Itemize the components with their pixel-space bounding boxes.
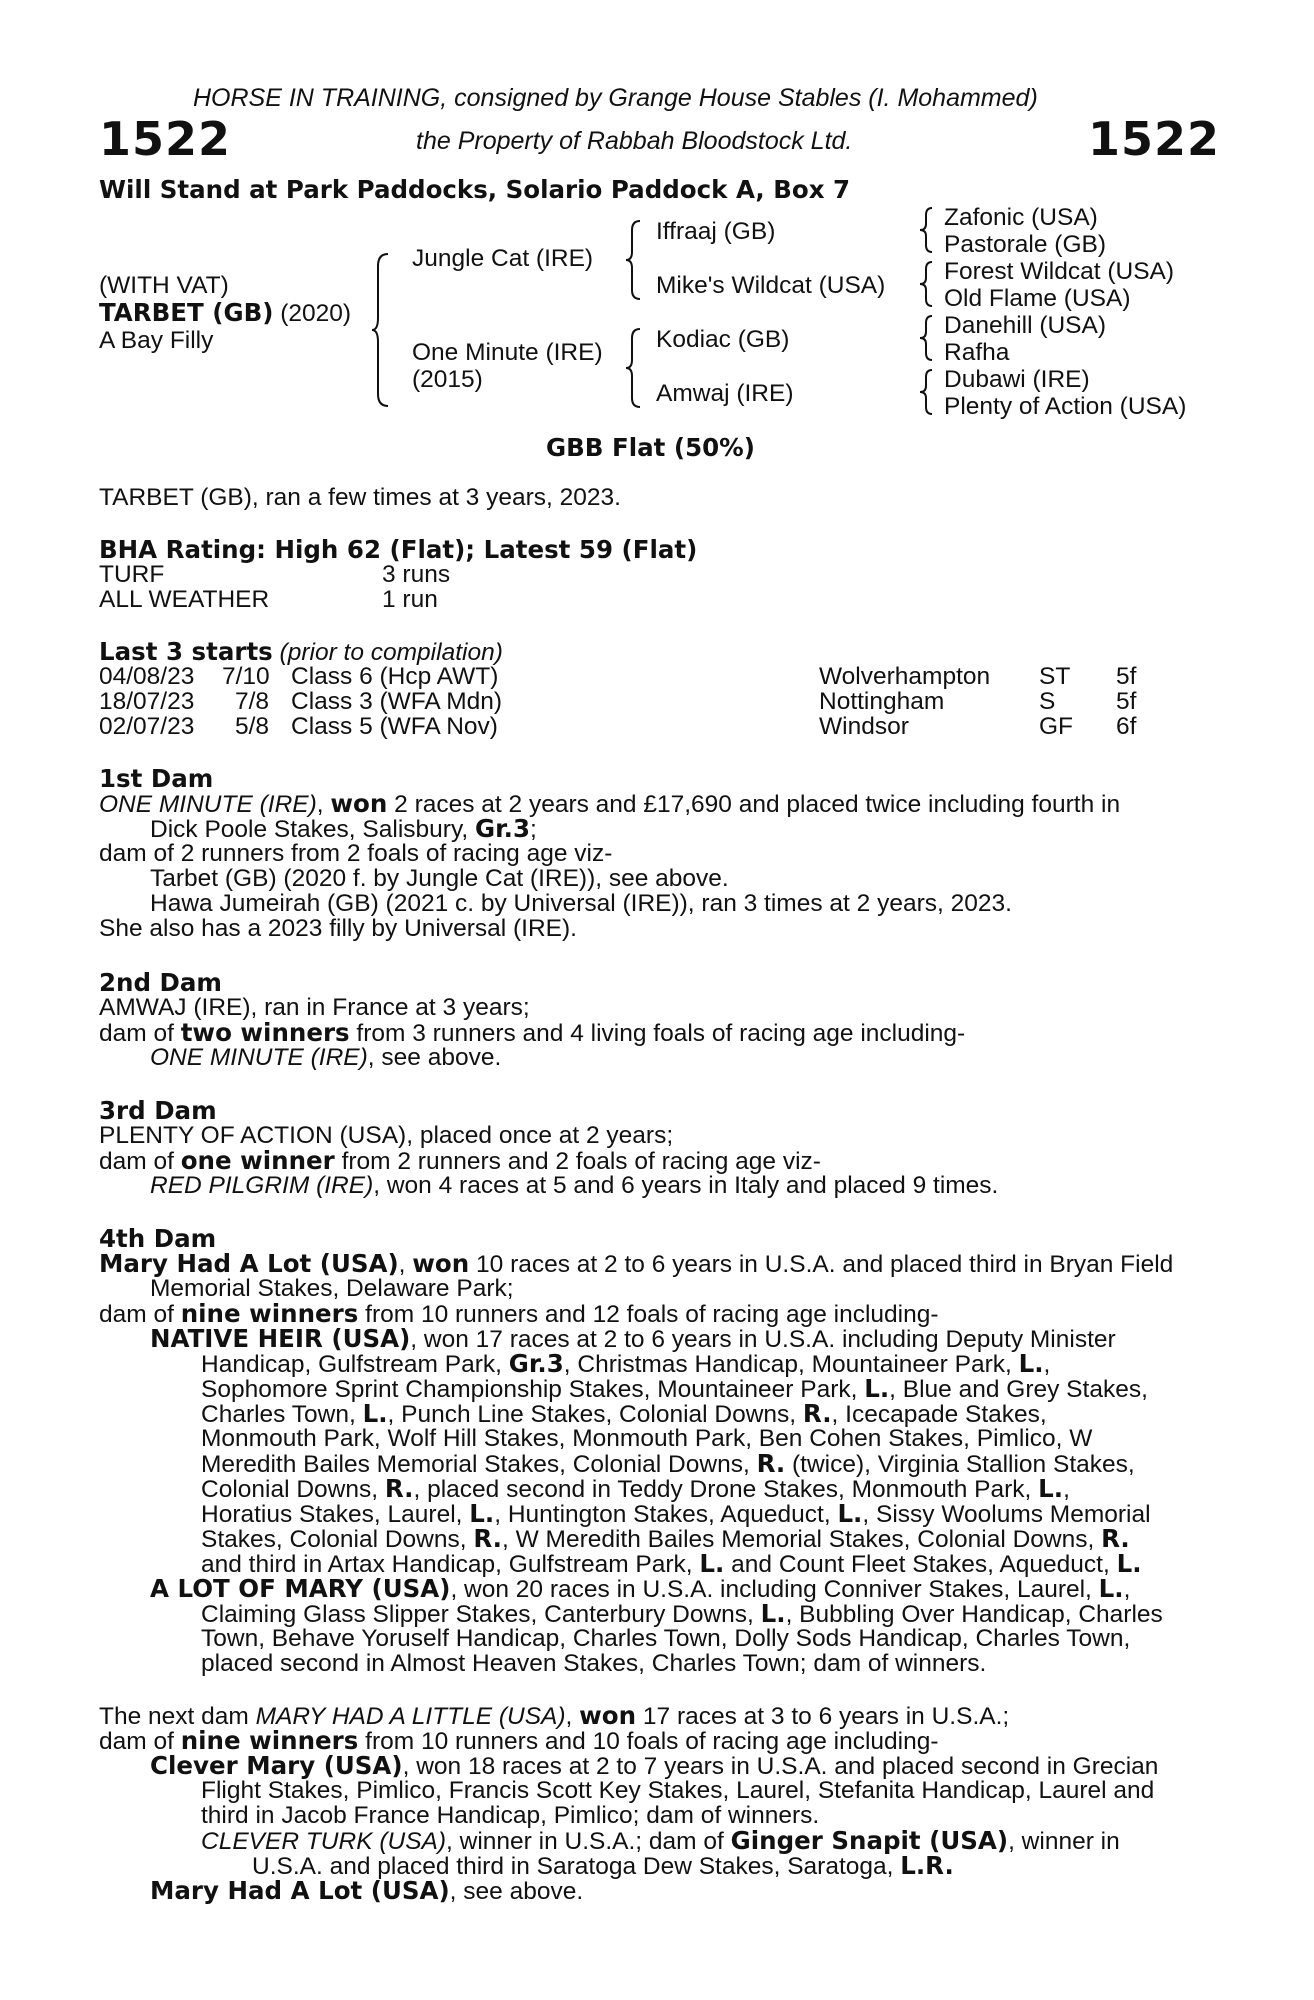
- text: , Sissy Woolums Memorial: [862, 1501, 1151, 1528]
- dam-name: Mary Had A Lot (USA): [99, 1249, 399, 1278]
- text: ,: [1063, 1476, 1070, 1503]
- progeny-line: [99, 1576, 1255, 1603]
- race-summary: TARBET (GB), ran a few times at 3 years, 2023.: [99, 484, 621, 511]
- text: from 10 runners and 12 foals of racing age including-: [358, 1301, 939, 1328]
- winners-label: nine winners: [180, 1299, 359, 1328]
- dds: Dubawi (IRE): [944, 366, 1090, 393]
- bha-rating: BHA Rating: High 62 (Flat); Latest 59 (Flat): [99, 535, 698, 564]
- progeny-line: [99, 1476, 1306, 1503]
- start-distance: 6f: [1116, 713, 1137, 740]
- rating-surface-turf: TURF: [99, 561, 165, 588]
- text: dam of: [99, 1148, 181, 1175]
- lot-number-left: 1522: [99, 112, 232, 166]
- listed-label: L.: [837, 1499, 863, 1528]
- listed-restricted-label: L.R.: [900, 1851, 954, 1880]
- sire: Jungle Cat (IRE): [412, 245, 594, 272]
- second-dam-title: 2nd Dam: [99, 968, 222, 997]
- text: , won 20 races in U.S.A. including Conniver Stakes, Laurel,: [450, 1576, 1099, 1603]
- text: ,: [316, 791, 331, 818]
- listed-label: L.: [362, 1399, 388, 1428]
- fourth-dam-title: 4th Dam: [99, 1224, 217, 1253]
- progeny-line: [99, 1601, 1306, 1628]
- listed-label: L.: [760, 1599, 786, 1628]
- progeny-line: [99, 1376, 1306, 1403]
- winners-label: one winner: [180, 1146, 335, 1175]
- text: 2 races at 2 years and £17,690 and placed twice including fourth in: [387, 791, 1121, 818]
- sire-sire: Iffraaj (GB): [656, 218, 776, 245]
- text: and third in Artax Handicap, Gulfstream Park,: [201, 1551, 700, 1578]
- last-starts-title: [99, 639, 503, 666]
- brace-gen1: [370, 250, 400, 410]
- progeny-line: [99, 1351, 1306, 1378]
- text: ,: [1123, 1576, 1131, 1603]
- start-race: Class 5 (WFA Nov): [291, 713, 498, 740]
- brace-ss: [918, 205, 938, 255]
- dss: Danehill (USA): [944, 312, 1107, 339]
- listed-label: L.: [1098, 1574, 1124, 1603]
- progeny-name: ONE MINUTE (IRE): [150, 1044, 368, 1071]
- progeny-line: third in Jacob France Handicap, Pimlico; dam of winners.: [201, 1802, 820, 1829]
- progeny-line: [99, 1451, 1306, 1478]
- text: The next dam: [99, 1703, 256, 1730]
- property-line: the Property of Rabbah Bloodstock Ltd.: [416, 127, 853, 155]
- first-dam-line: [99, 791, 1204, 818]
- dam-dam: Amwaj (IRE): [656, 380, 794, 407]
- progeny-line: Flight Stakes, Pimlico, Francis Scott Key Stakes, Laurel, Stefanita Handicap, Laurel and: [201, 1777, 1155, 1804]
- rating-surface-aw: ALL WEATHER: [99, 586, 270, 613]
- sdd: Old Flame (USA): [944, 285, 1131, 312]
- horse-name-line: [99, 300, 351, 327]
- sds: Forest Wildcat (USA): [944, 258, 1175, 285]
- text: , W Meredith Bailes Memorial Stakes, Colonial Downs,: [502, 1526, 1102, 1553]
- progeny-line: [99, 1326, 1255, 1353]
- listed-label: L.: [1116, 1549, 1142, 1578]
- start-distance: 5f: [1116, 688, 1137, 715]
- third-dam-line: PLENTY OF ACTION (USA), placed once at 2 years;: [99, 1122, 674, 1149]
- start-position: 7/8: [235, 688, 270, 715]
- text: , Christmas Handicap, Mountaineer Park,: [563, 1351, 1019, 1378]
- dam-sire: Kodiac (GB): [656, 326, 790, 353]
- last-starts-note: (prior to compilation): [272, 639, 503, 666]
- horse-description: A Bay Filly: [99, 327, 214, 354]
- text: Sophomore Sprint Championship Stakes, Mountaineer Park,: [201, 1376, 865, 1403]
- third-dam-line: [99, 1148, 1204, 1175]
- text: 10 races at 2 to 6 years in U.S.A. and placed third in Bryan Field: [469, 1251, 1174, 1278]
- progeny-name: RED PILGRIM (IRE): [150, 1172, 374, 1199]
- dsd: Rafha: [944, 339, 1010, 366]
- text: , winner in: [1008, 1828, 1120, 1855]
- text: , Punch Line Stakes, Colonial Downs,: [387, 1401, 803, 1428]
- first-dam-line: dam of 2 runners from 2 foals of racing age viz-: [99, 840, 613, 867]
- start-course: Nottingham: [819, 688, 945, 715]
- rating-runs-turf: 3 runs: [382, 561, 451, 588]
- dam: One Minute (IRE): [412, 339, 603, 366]
- dam-name: MARY HAD A LITTLE (USA): [255, 1703, 566, 1730]
- rating-runs-aw: 1 run: [382, 586, 438, 613]
- start-position: 7/10: [222, 663, 270, 690]
- progeny-line: Monmouth Park, Wolf Hill Stakes, Monmouth Park, Ben Cohen Stakes, Pimlico, W: [201, 1425, 1093, 1452]
- progeny-line: [99, 1878, 1255, 1905]
- text: from 10 runners and 10 foals of racing age including-: [358, 1728, 939, 1755]
- text: , winner in U.S.A.; dam of: [446, 1828, 731, 1855]
- text: Stakes, Colonial Downs,: [201, 1526, 474, 1553]
- text: from 2 runners and 2 foals of racing age viz-: [334, 1148, 821, 1175]
- brace-sd: [918, 259, 938, 309]
- third-dam-title: 3rd Dam: [99, 1096, 217, 1125]
- horse-year: (2020): [273, 300, 352, 327]
- brace-sire: [624, 218, 646, 302]
- progeny-name: Mary Had A Lot (USA): [150, 1876, 450, 1905]
- start-distance: 5f: [1116, 663, 1137, 690]
- text: and Count Fleet Stakes, Aqueduct,: [724, 1551, 1117, 1578]
- start-going: GF: [1039, 713, 1074, 740]
- progeny-line: [99, 1045, 1255, 1071]
- text: , see above.: [449, 1878, 584, 1905]
- brace-dam: [624, 326, 646, 410]
- progeny-line: Hawa Jumeirah (GB) (2021 c. by Universal (IRE)), ran 3 times at 2 years, 2023.: [150, 890, 1012, 917]
- restricted-label: R.: [1101, 1524, 1130, 1553]
- progeny-line: [99, 1828, 1306, 1855]
- text: dam of: [99, 1020, 181, 1047]
- consignor-line: HORSE IN TRAINING, consigned by Grange House Stables (I. Mohammed): [193, 84, 1038, 112]
- text: ,: [1043, 1351, 1051, 1378]
- start-course: Windsor: [819, 713, 909, 740]
- start-race: Class 6 (Hcp AWT): [291, 663, 499, 690]
- progeny-line: [99, 1753, 1255, 1780]
- text: , won 17 races at 2 to 6 years in U.S.A. including Deputy Minister: [410, 1326, 1116, 1353]
- progeny-name: NATIVE HEIR (USA): [150, 1324, 411, 1353]
- text: , won 18 races at 2 to 7 years in U.S.A. and placed second in Grecian: [402, 1753, 1159, 1780]
- start-position: 5/8: [235, 713, 270, 740]
- won-label: won: [330, 789, 388, 818]
- progeny-name: Clever Mary (USA): [150, 1751, 403, 1780]
- text: , won 4 races at 5 and 6 years in Italy and placed 9 times.: [373, 1172, 999, 1199]
- last-starts-label: Last 3 starts: [99, 637, 273, 666]
- text: from 3 runners and 4 living foals of racing age including-: [349, 1020, 966, 1047]
- text: , Blue and Grey Stakes,: [889, 1376, 1148, 1403]
- text: Dick Poole Stakes, Salisbury,: [150, 816, 475, 843]
- text: 17 races at 3 to 6 years in U.S.A.;: [636, 1703, 1010, 1730]
- text: Handicap, Gulfstream Park,: [201, 1351, 509, 1378]
- restricted-label: R.: [384, 1474, 414, 1503]
- ssd: Pastorale (GB): [944, 231, 1107, 258]
- listed-label: L.: [864, 1374, 890, 1403]
- brace-dd: [918, 367, 938, 417]
- text: , Icecapade Stakes,: [831, 1401, 1047, 1428]
- start-date: 02/07/23: [99, 713, 195, 740]
- progeny-name: Ginger Snapit (USA): [730, 1826, 1009, 1855]
- brace-ds: [918, 313, 938, 363]
- start-date: 04/08/23: [99, 663, 195, 690]
- text: ,: [398, 1251, 413, 1278]
- text: dam of: [99, 1301, 181, 1328]
- won-label: won: [412, 1249, 470, 1278]
- progeny-line: placed second in Almost Heaven Stakes, Charles Town; dam of winners.: [201, 1650, 987, 1677]
- text: U.S.A. and placed third in Saratoga Dew Stakes, Saratoga,: [252, 1853, 901, 1880]
- progeny-line: [99, 1173, 1255, 1199]
- progeny-line: Town, Behave Yoruself Handicap, Charles Town, Dolly Sods Handicap, Charles Town,: [201, 1625, 1131, 1652]
- text: dam of: [99, 1728, 181, 1755]
- first-dam-line: She also has a 2023 filly by Universal (IRE).: [99, 915, 577, 942]
- text: , Bubbling Over Handicap, Charles: [785, 1601, 1163, 1628]
- text: ;: [530, 816, 537, 843]
- start-going: ST: [1039, 663, 1071, 690]
- dam-year: (2015): [412, 366, 483, 393]
- text: , placed second in Teddy Drone Stakes, Monmouth Park,: [413, 1476, 1039, 1503]
- start-course: Wolverhampton: [819, 663, 991, 690]
- stable-location: Will Stand at Park Paddocks, Solario Paddock A, Box 7: [99, 175, 851, 204]
- listed-label: L.: [1038, 1474, 1064, 1503]
- progeny-line: Tarbet (GB) (2020 f. by Jungle Cat (IRE)), see above.: [150, 865, 729, 892]
- start-going: S: [1039, 688, 1056, 715]
- grade-label: Gr.3: [474, 814, 531, 843]
- lot-number-right: 1522: [1088, 112, 1221, 166]
- horse-name: TARBET (GB): [99, 298, 274, 327]
- winners-label: two winners: [180, 1018, 350, 1047]
- progeny-line: [99, 1401, 1306, 1428]
- fourth-dam-line: [99, 1251, 1204, 1278]
- fourth-dam-line: Memorial Stakes, Delaware Park;: [150, 1275, 514, 1302]
- text: , Huntington Stakes, Aqueduct,: [494, 1501, 838, 1528]
- listed-label: L.: [469, 1499, 495, 1528]
- second-dam-line: [99, 1020, 1204, 1047]
- text: Meredith Bailes Memorial Stakes, Colonial Downs,: [201, 1451, 757, 1478]
- sss: Zafonic (USA): [944, 204, 1098, 231]
- vat-note: (WITH VAT): [99, 272, 229, 299]
- grade-label: Gr.3: [508, 1349, 564, 1378]
- restricted-label: R.: [756, 1449, 786, 1478]
- text: ,: [565, 1703, 580, 1730]
- gbb-flat: GBB Flat (50%): [546, 433, 755, 462]
- listed-label: L.: [699, 1549, 725, 1578]
- text: Claiming Glass Slipper Stakes, Canterbury Downs,: [201, 1601, 761, 1628]
- start-date: 18/07/23: [99, 688, 195, 715]
- won-label: won: [579, 1701, 637, 1730]
- start-race: Class 3 (WFA Mdn): [291, 688, 503, 715]
- text: Colonial Downs,: [201, 1476, 385, 1503]
- first-dam-title: 1st Dam: [99, 764, 214, 793]
- progeny-name: A LOT OF MARY (USA): [150, 1574, 451, 1603]
- sire-dam: Mike's Wildcat (USA): [656, 272, 886, 299]
- ddd: Plenty of Action (USA): [944, 393, 1187, 420]
- second-dam-line: AMWAJ (IRE), ran in France at 3 years;: [99, 994, 530, 1021]
- text: Charles Town,: [201, 1401, 363, 1428]
- progeny-name: CLEVER TURK (USA): [201, 1828, 447, 1855]
- first-dam-line: [99, 816, 1255, 843]
- text: (twice), Virginia Stallion Stakes,: [785, 1451, 1135, 1478]
- text: , see above.: [367, 1044, 502, 1071]
- listed-label: L.: [1018, 1349, 1044, 1378]
- winners-label: nine winners: [180, 1726, 359, 1755]
- restricted-label: R.: [802, 1399, 832, 1428]
- restricted-label: R.: [473, 1524, 502, 1553]
- text: Horatius Stakes, Laurel,: [201, 1501, 470, 1528]
- dam-name: ONE MINUTE (IRE): [99, 791, 317, 818]
